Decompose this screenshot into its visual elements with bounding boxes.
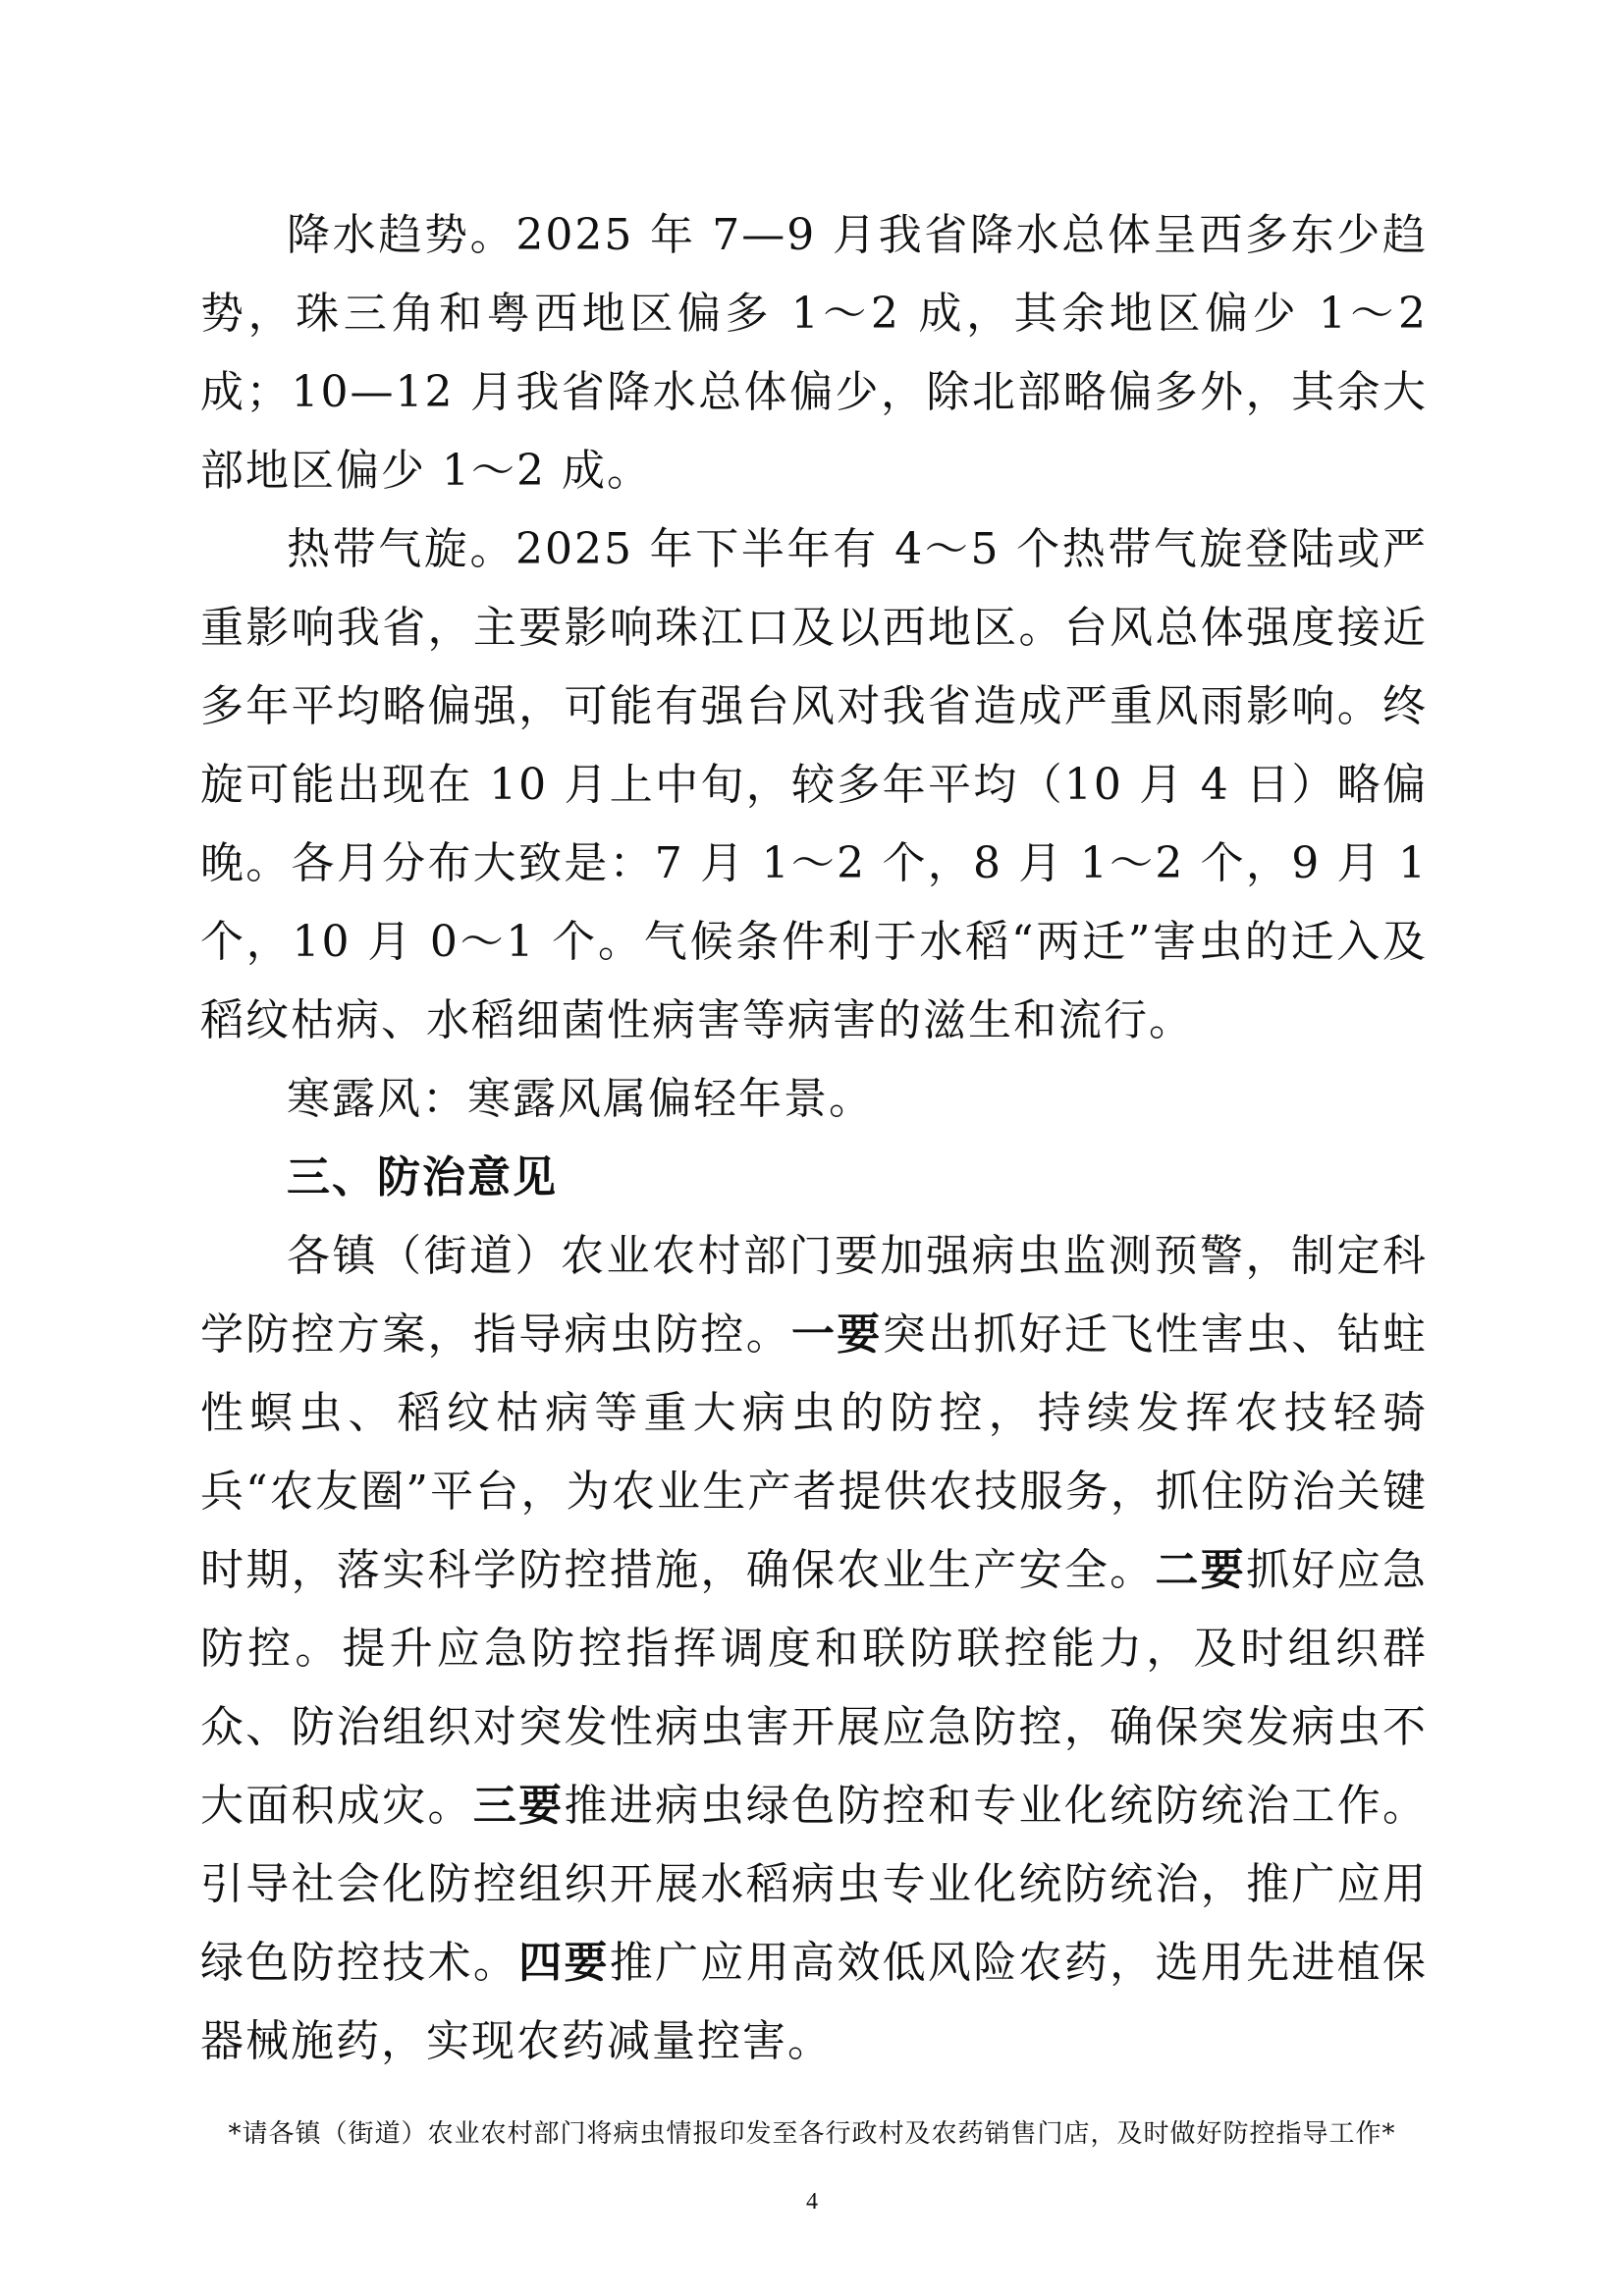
advice-point3-label: 三要 [472, 1781, 565, 1831]
paragraph-tropical-cyclone: 热带气旋。2025 年下半年有 4～5 个热带气旋登陆或严重影响我省，主要影响珠江口及以西地区。台风总体强度接近多年平均略偏强，可能有强台风对我省造成严重风雨影响。终旋可能出现在 10 月上中旬，较多年平均（10 月 4 日）略偏晚。各月分布大致是：7 月 1～2 个，8 月 1～2 个，9 月 1 个，10 月 0～1 个。气候条件利于水稻“两迁”害虫的迁入及稻纹枯病、水稻细菌性病害等病害的滋生和流行。 [200, 524, 1428, 1045]
advice-intro: 各镇（街道）农业农村部门要加强病虫监测预警，制定科学防控方案，指导病虫防控。 [200, 1231, 1428, 1360]
advice-point3-text: 推进病虫绿色防控和专业化统防统治工作。引导社会化防控组织开展水稻病虫专业化统防统治，推广应用绿色防控技术。 [200, 1781, 1429, 1988]
advice-point2-label: 二要 [1155, 1545, 1247, 1595]
paragraph-prevention-advice [200, 1217, 1428, 2081]
advice-point2-text: 抓好应急防控。提升应急防控指挥调度和联防联控能力，及时组织群众、防治组织对突发性病虫害开展应急防控，确保突发病虫不大面积成灾。 [200, 1545, 1429, 1831]
section-heading-prevention-advice: 三、防治意见 [287, 1152, 558, 1202]
document-body [200, 196, 1428, 2081]
advice-point1-text: 突出抓好迁飞性害虫、钻蛀性螟虫、稻纹枯病等重大病虫的防控，持续发挥农技轻骑兵“农友圈”平台，为农业生产者提供农技服务，抓住防治关键时期，落实科学防控措施，确保农业生产安全。 [200, 1309, 1429, 1595]
footer-note: *请各镇（街道）农业农村部门将病虫情报印发至各行政村及农药销售门店，及时做好防控指导工作* [228, 2119, 1396, 2149]
paragraph-cold-dew-wind: 寒露风：寒露风属偏轻年景。 [287, 1074, 874, 1124]
advice-point4-text: 推广应用高效低风险农药，选用先进植保器械施药，实现农药减量控害。 [200, 1938, 1429, 2066]
paragraph-precipitation-trend: 降水趋势。2025 年 7—9 月我省降水总体呈西多东少趋势，珠三角和粤西地区偏多 1～2 成，其余地区偏少 1～2 成；10—12 月我省降水总体偏少，除北部略偏多外，其余大部地区偏少 1～2 成。 [200, 210, 1428, 496]
page-number: 4 [806, 2189, 818, 2215]
advice-point4-label: 四要 [518, 1938, 610, 1988]
advice-point1-label: 一要 [791, 1309, 883, 1360]
